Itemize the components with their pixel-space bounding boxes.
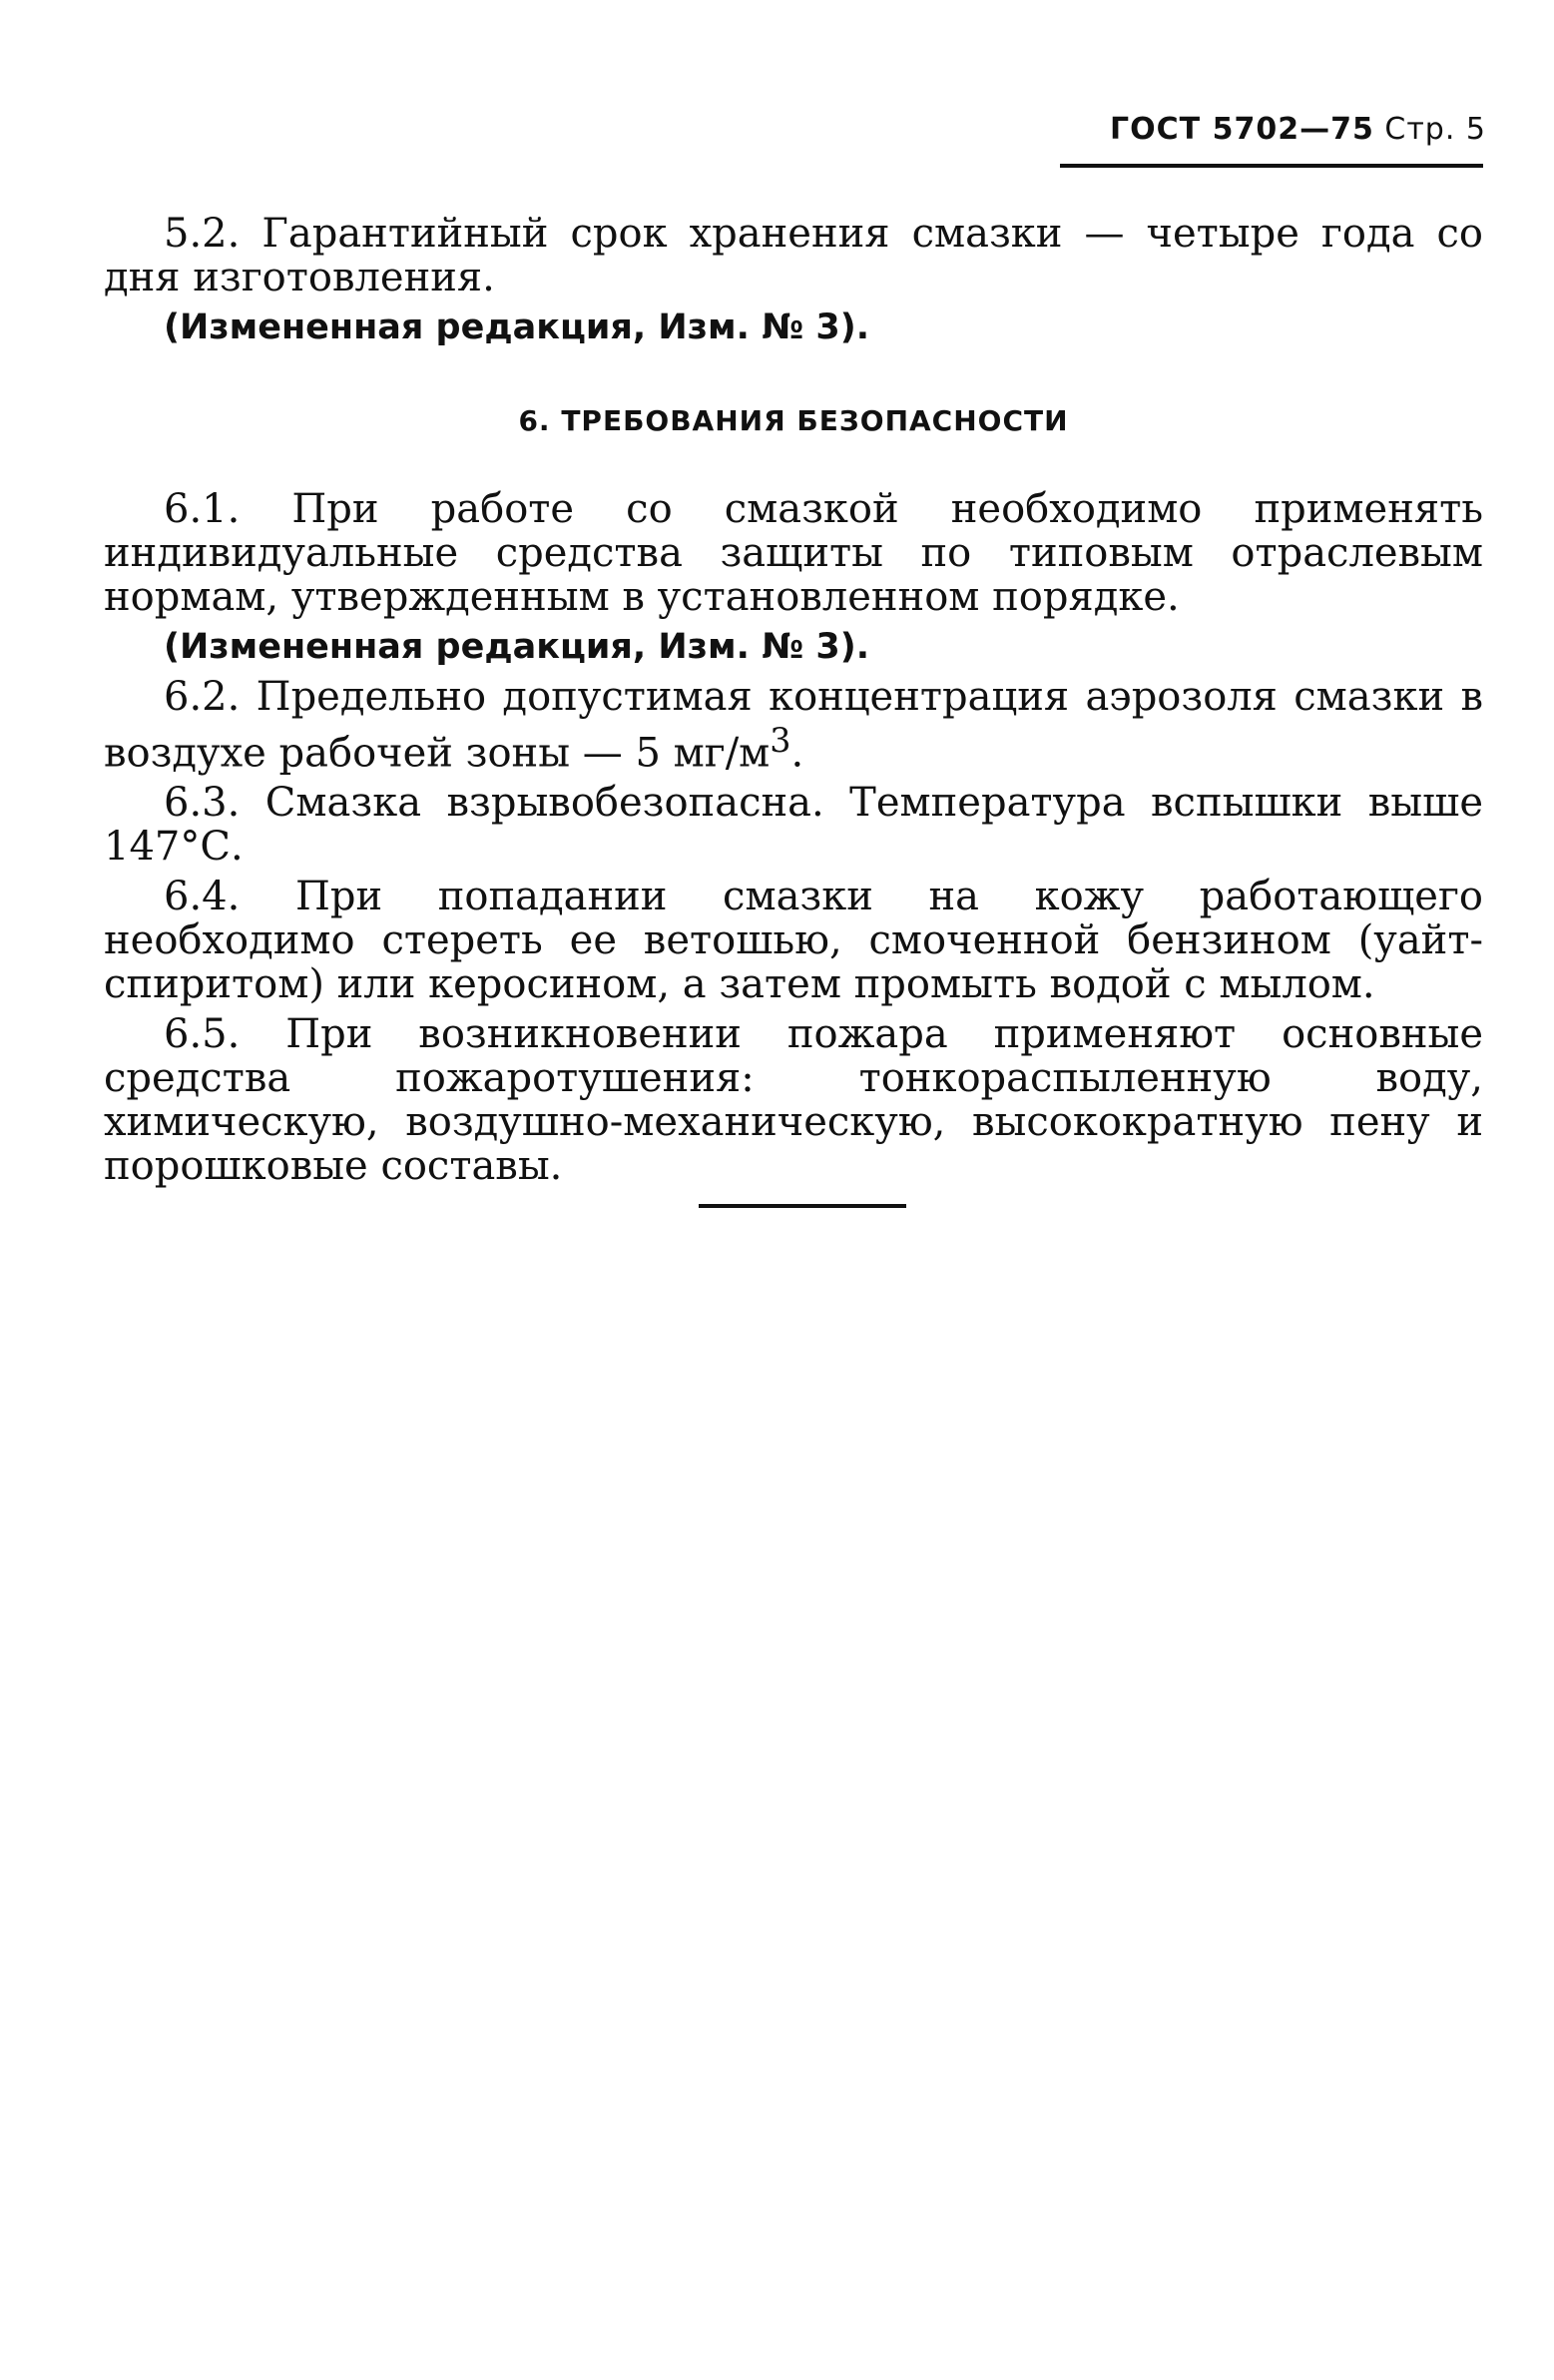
header-rule	[1060, 164, 1483, 168]
document-body	[104, 212, 1483, 1188]
page-number: Стр. 5	[1384, 112, 1486, 147]
amendment-note-5-2: (Измененная редакция, Изм. № 3).	[164, 307, 870, 347]
paragraph-6-1: 6.1. При работе со смазкой необходимо применять индивидуальные средства защиты по типовым отраслевым нормам, утвержденным в установленном порядке.	[104, 486, 1483, 620]
paragraph-6-2-superscript: 3	[770, 721, 791, 760]
paragraph-6-3: 6.3. Смазка взрывобезопасна. Температура вспышки выше 147°С.	[104, 780, 1483, 871]
amendment-note-6-1: (Измененная редакция, Изм. № 3).	[164, 627, 870, 667]
paragraph-6-2-end: .	[790, 730, 804, 777]
paragraph-6-2	[104, 675, 1483, 775]
paragraph-6-2-text: 6.2. Предельно допустимая концентрация аэрозоля смазки в воздухе рабочей зоны — 5 мг/м	[104, 674, 1483, 777]
paragraph-6-5: 6.5. При возникновении пожара применяют основные средства пожаротушения: тонкораспыленную воду, химическую, воздушно-механическую, высокократную пену и порошковые составы.	[104, 1011, 1483, 1190]
paragraph-6-4: 6.4. При попадании смазки на кожу работающего необходимо стереть ее ветошью, смоченной бензином (уайт-спиритом) или керосином, а затем промыть водой с мылом.	[104, 874, 1483, 1008]
paragraph-5-2: 5.2. Гарантийный срок хранения смазки — четыре года со дня изготовления.	[104, 211, 1483, 300]
page-header	[1110, 112, 1486, 147]
section-6-title: 6. ТРЕБОВАНИЯ БЕЗОПАСНОСТИ	[518, 404, 1069, 437]
standard-number: ГОСТ 5702—75	[1110, 112, 1374, 147]
end-rule	[699, 1204, 906, 1208]
